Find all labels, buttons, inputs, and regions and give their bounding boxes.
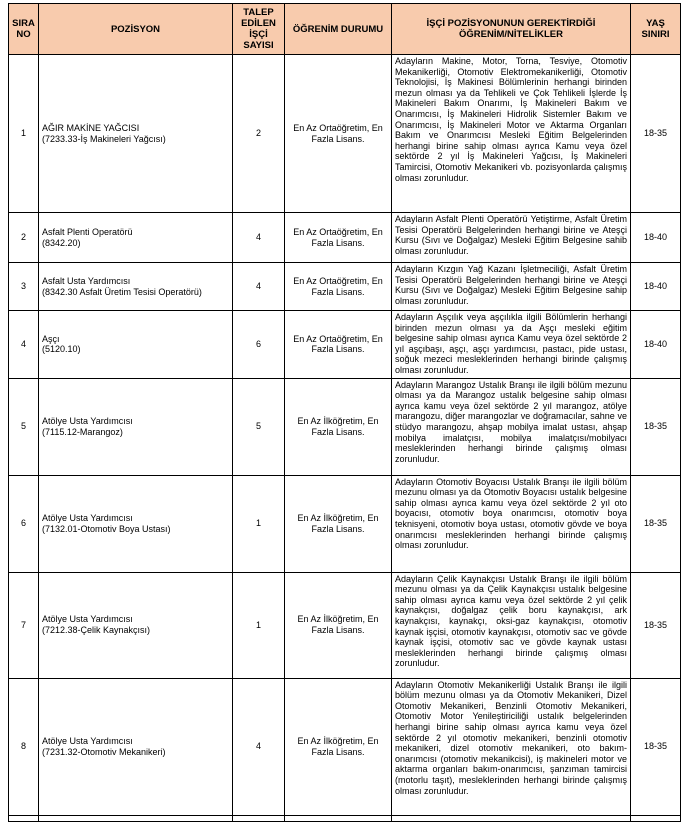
position-cell	[39, 378, 233, 475]
row-number: 6	[9, 475, 39, 572]
position-code: (7132.01-Otomotiv Boya Ustası)	[42, 523, 171, 534]
row-number: 4	[9, 311, 39, 379]
age-limit: 18-35	[631, 378, 681, 475]
position-name: Atölye Usta Yardımcısı	[42, 415, 133, 426]
position-name: Atölye Usta Yardımcısı	[42, 735, 133, 746]
requirements-text: Adayların Marangoz Ustalık Branşı ile ilgili bölüm mezunu olması ya da Marangoz ustalık belgesine sahip olması ayrıca kamu veya özel sektörde 2 yıl marangoz, atölye marangozu, diğer marangozlar ve doğramacılar, sahne ve stüdyo marangozu, ahşap mobilya imalat ustası, ahşap mobilya imalatçısı, mobilya imalatçısı/mobilyacı mesleklerinden herhangi birinde çalışmış olması zorunludur.	[392, 378, 631, 475]
requested-worker-count: 4	[233, 263, 285, 311]
header-sira-no: SIRA NO	[9, 4, 39, 55]
table-row	[9, 378, 681, 475]
row-number: 1	[9, 55, 39, 213]
education-level: En Az İlköğretim, En Fazla Lisans.	[285, 378, 392, 475]
header-ogrenim-durumu: ÖĞRENİM DURUMU	[285, 4, 392, 55]
age-limit: 18-35	[631, 572, 681, 678]
education-level: En Az Ortaöğretim, En Fazla Lisans.	[285, 311, 392, 379]
position-cell	[39, 263, 233, 311]
header-nitelikler: İŞÇİ POZİSYONUNUN GEREKTİRDİĞİ ÖĞRENİM/NİTELİKLER	[392, 4, 631, 55]
position-code: (7231.32-Otomotiv Mekanikeri)	[42, 746, 166, 757]
row-number: 8	[9, 678, 39, 815]
table-row	[9, 311, 681, 379]
table-row	[9, 475, 681, 572]
position-cell	[39, 55, 233, 213]
position-cell	[39, 678, 233, 815]
position-code: (8342.20)	[42, 237, 81, 248]
education-level: En Az İlköğretim, En Fazla Lisans.	[285, 475, 392, 572]
table-row	[9, 55, 681, 213]
table-row	[9, 678, 681, 815]
requested-worker-count: 2	[233, 55, 285, 213]
job-positions-table	[8, 3, 681, 822]
requirements-text: Adayların Çelik Kaynakçısı Ustalık Branşı ile ilgili bölüm mezunu olması ya da Çelik Kaynakçısı ustalık belgesine sahip olması ayrıca kamu veya özel sektörde 2 yıl çelik kaynakçısı, doğalgaz çelik boru kaynakçısı, ark kaynakçısı, kaynakçı, oksi-gaz kaynakçısı, otomotiv kaynak işçisi, otomotiv kaynakçısı, otomotiv sac ve gövde kaynak işçisi, otomotiv sac ve gövde kaynak ustası mesleklerinden herhangi birinde çalışmış olması zorunludur.	[392, 572, 631, 678]
education-level: En Az İlköğretim, En Fazla Lisans.	[285, 678, 392, 815]
document-sheet	[8, 3, 681, 822]
header-row	[9, 4, 681, 55]
empty-cell	[285, 815, 392, 821]
age-limit: 18-35	[631, 678, 681, 815]
position-code: (7115.12-Marangoz)	[42, 426, 123, 437]
empty-cell	[631, 815, 681, 821]
requested-worker-count: 4	[233, 678, 285, 815]
position-code: (8342.30 Asfalt Üretim Tesisi Operatörü)	[42, 286, 202, 297]
position-name: Atölye Usta Yardımcısı	[42, 614, 133, 625]
requested-worker-count: 1	[233, 572, 285, 678]
requested-worker-count: 1	[233, 475, 285, 572]
row-number: 5	[9, 378, 39, 475]
education-level: En Az İlköğretim, En Fazla Lisans.	[285, 572, 392, 678]
requested-worker-count: 6	[233, 311, 285, 379]
row-number: 3	[9, 263, 39, 311]
position-name: Aşçı	[42, 333, 60, 344]
position-name: Atölye Usta Yardımcısı	[42, 512, 133, 523]
empty-cell	[9, 815, 39, 821]
age-limit: 18-40	[631, 213, 681, 263]
position-cell	[39, 572, 233, 678]
age-limit: 18-40	[631, 311, 681, 379]
position-code: (7233.33-İş Makineleri Yağcısı)	[42, 133, 166, 144]
header-pozisyon: POZİSYON	[39, 4, 233, 55]
row-number: 2	[9, 213, 39, 263]
requirements-text: Adayların Makine, Motor, Torna, Tesviye, Otomotiv Mekanikerliği, Otomotiv Elektromekanikerliği, Otomotiv Teknolojisi, İş Makinesi Bölümlerinin herhangi birinden mezun olması ya da Tehlikeli ve Çok Tehlikeli İşlerde İş Makineleri Bakım Onarımı, İş Makineleri Bakım ve Onarımcısı, İş Makineleri Hidrolik Sistemler Bakım ve Onarımcısı, İş Makineleri Motor ve Aktarma Organları Bakım ve Onarımcısı Mesleki Eğitim Belgelerinden herhangi birine sahip olması ayrıca Kamu veya özel sektörde 2 yıl İş Makineleri Yağcısı, İş Makineleri Tamircisi, Otomotiv Mekanikeri vb. pozisyonlarda çalışmış olması zorunludur.	[392, 55, 631, 213]
empty-cell	[233, 815, 285, 821]
age-limit: 18-35	[631, 475, 681, 572]
position-name: Asfalt Plenti Operatörü	[42, 226, 133, 237]
education-level: En Az Ortaöğretim, En Fazla Lisans.	[285, 263, 392, 311]
table-row	[9, 572, 681, 678]
partial-next-row	[9, 815, 681, 821]
position-code: (7212.38-Çelik Kaynakçısı)	[42, 625, 151, 636]
requirements-text: Adayların Asfalt Plenti Operatörü Yetiştirme, Asfalt Üretim Tesisi Operatörü Belgelerinden herhangi birine ve Ateşçi Kursu (Sıvı ve Doğalgaz) Mesleki Eğitim Belgesine sahib olması zorunludur.	[392, 213, 631, 263]
education-level: En Az Ortaöğretim, En Fazla Lisans.	[285, 213, 392, 263]
position-code: (5120.10)	[42, 344, 81, 355]
requirements-text: Adayların Kızgın Yağ Kazanı İşletmeciliği, Asfalt Üretim Tesisi Operatörü Belgelerinden herhangi birine ve Ateşçi Kursu (Sıvı ve Doğalgaz) Mesleki Eğitim Belgesine sahip olması zorunludur.	[392, 263, 631, 311]
position-cell	[39, 311, 233, 379]
requested-worker-count: 5	[233, 378, 285, 475]
empty-cell	[392, 815, 631, 821]
age-limit: 18-40	[631, 263, 681, 311]
empty-cell	[39, 815, 233, 821]
header-yas-siniri: YAŞ SINIRI	[631, 4, 681, 55]
requirements-text: Adayların Otomotiv Boyacısı Ustalık Branşı ile ilgili bölüm mezunu olması ya da Otomotiv Boyacısı ustalık belgesine sahip olması ayrıca kamu veya özel sektörde 2 yıl oto boyacısı, otomotiv boya onarımcısı, otomotiv boya teknisyeni, otomotiv boya ustası, otomotiv gövde ve boya onarımcısı mesleklerinden herhangi birinde çalışmış olması zorunludur.	[392, 475, 631, 572]
row-number: 7	[9, 572, 39, 678]
header-talep-edilen-isci-sayisi: TALEP EDİLEN İŞÇİ SAYISI	[233, 4, 285, 55]
table-row	[9, 213, 681, 263]
age-limit: 18-35	[631, 55, 681, 213]
position-cell	[39, 475, 233, 572]
position-name: Asfalt Usta Yardımcısı	[42, 275, 131, 286]
position-name: AĞIR MAKİNE YAĞCISI	[42, 122, 140, 133]
table-row	[9, 263, 681, 311]
position-cell	[39, 213, 233, 263]
education-level: En Az Ortaöğretim, En Fazla Lisans.	[285, 55, 392, 213]
requirements-text: Adayların Aşçılık veya aşçılıkla ilgili Bölümlerin herhangi birinden mezun olması ya da Aşçı mesleki eğitim belgesine sahip olması ayrıca Kamu veya özel sektörde 2 yıl aşçıbaşı, aşçı, aşçı yardımcısı, pastacı, pide ustası, soğuk mezeci mesleklerinden herhangi birinde çalışmış olması zorunludur.	[392, 311, 631, 379]
requested-worker-count: 4	[233, 213, 285, 263]
requirements-text: Adayların Otomotiv Mekanikerliği Ustalık Branşı ile ilgili bölüm mezunu olması ya da Otomotiv Mekanikeri, Dizel Otomotiv Mekanikeri, Benzinli Otomotiv Mekanikeri, Otomotiv Motor Yenileştiriciliği ustalık belgelerinden herhangi birine sahip olması ayrıca kamu veya özel sektörde 2 yıl otomotiv mekanikeri, benzinli otomotiv mekanikeri, dizel otomotiv mekanikeri, oto bakım-onarımcısı (otomotiv mekanikcisi), iş makineleri motor ve aktarma organları bakım-onarımcısı, şanzıman tamircisi (motorlu taşıt), mesleklerinden herhangi birinde çalışmış olması zorunludur.	[392, 678, 631, 815]
